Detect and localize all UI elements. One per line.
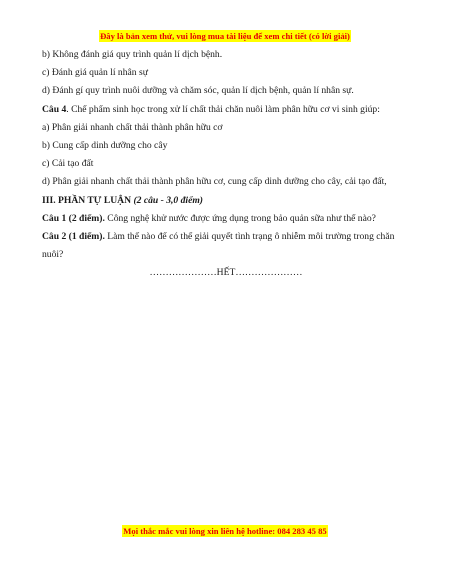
essay-1-label: Câu 1 (2 điểm). — [42, 212, 105, 224]
q4-option-a: a) Phân giải nhanh chất thải thành phân hữu cơ — [42, 121, 223, 133]
question-4 — [42, 101, 410, 119]
essay-question-1 — [42, 210, 410, 228]
section-3-heading — [42, 192, 410, 210]
q4-option-c: c) Cải tạo đất — [42, 158, 94, 170]
footer-notice-text: Mọi thắc mắc vui lòng xin liên hệ hotline: 084 283 45 85 — [123, 526, 327, 536]
q4-option-d: d) Phân giải nhanh chất thải thành phân hữu cơ, cung cấp dinh dưỡng cho cây, cải tạo đất, — [42, 176, 387, 188]
essay-2-text: Làm thế nào để có thể giải quyết tình trạng ô nhiễm môi trường trong chăn nuôi? — [42, 231, 395, 261]
header-notice-text: Đây là bản xem thử, vui lòng mua tài liệu để xem chi tiết (có lời giải) — [100, 31, 350, 41]
essay-1-text: Công nghệ khử nước được ứng dụng trong bảo quản sữa như thế nào? — [104, 212, 376, 224]
essay-2-label: Câu 2 (1 điểm). — [42, 231, 105, 243]
option-c-prev: c) Đánh giá quản lí nhân sự — [42, 67, 148, 79]
essay-question-2 — [42, 228, 410, 264]
section-3-subtitle: (2 câu - 3,0 điểm) — [133, 194, 203, 206]
option-b-prev: b) Không đánh giá quy trình quản lí dịch bệnh. — [42, 49, 223, 60]
question-4-text: . Chế phẩm sinh học trong xử lí chất thải chăn nuôi làm phân hữu cơ vi sinh giúp: — [66, 103, 380, 115]
section-3-title: III. PHẦN TỰ LUẬN — [42, 194, 132, 206]
end-mark: …………………HẾT………………… — [149, 267, 303, 279]
option-d-prev: d) Đánh gí quy trình nuôi dưỡng và chăm sóc, quản lí dịch bệnh, quản lí nhân sự. — [42, 85, 354, 97]
question-4-label: Câu 4 — [42, 103, 67, 115]
document-body — [42, 46, 410, 283]
q4-option-b: b) Cung cấp dinh dưỡng cho cây — [42, 140, 168, 152]
footer-notice — [0, 521, 450, 539]
header-notice — [0, 26, 450, 44]
